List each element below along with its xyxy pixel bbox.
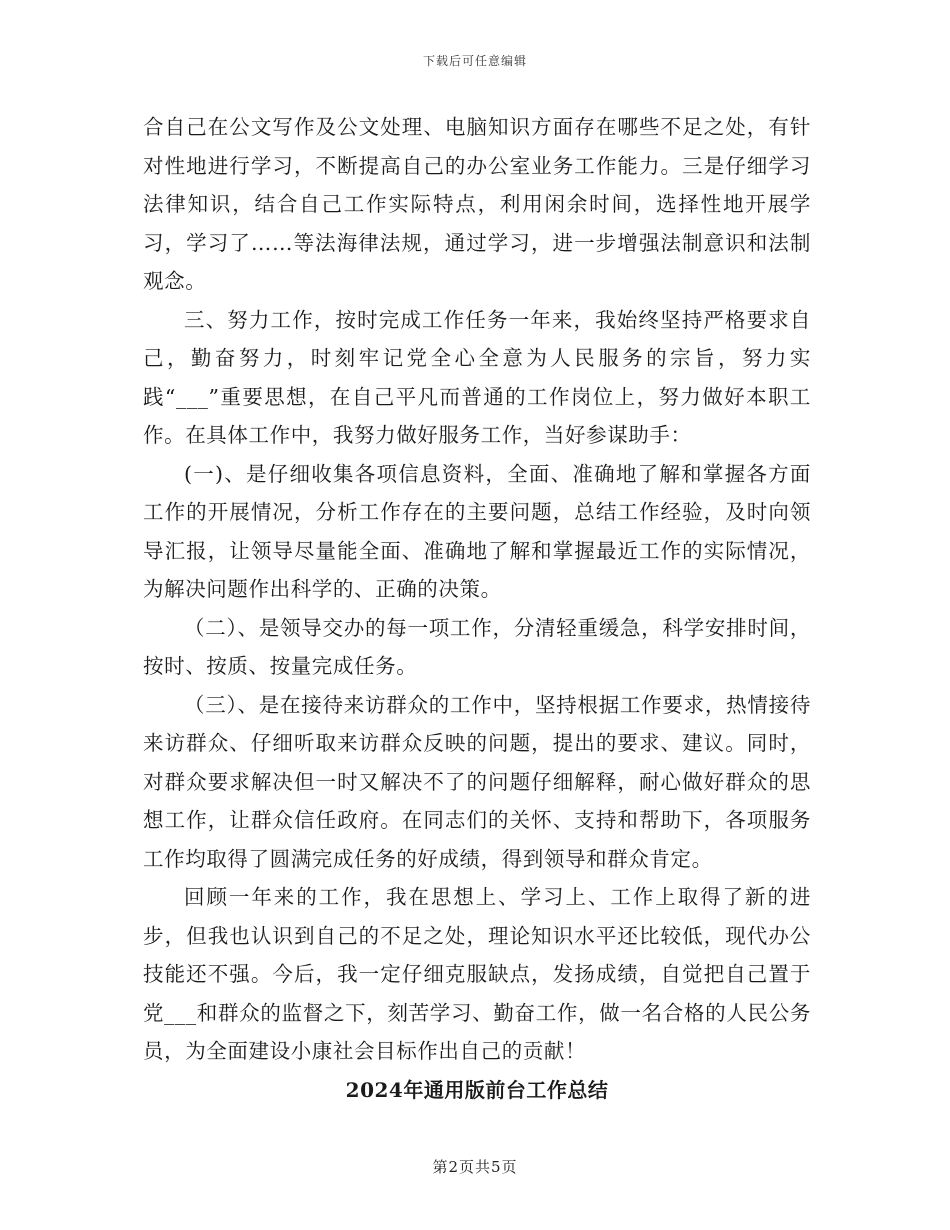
paragraph-item-two: （二）、是领导交办的每一项工作，分清轻重缓急，科学安排时间，按时、按质、按量完成任务。 <box>143 615 811 678</box>
page-number: 第2页共5页 <box>432 1158 518 1176</box>
paragraph-section-three: 三、努力工作，按时完成工作任务一年来，我始终坚持严格要求自己，勤奋努力，时刻牢记党全心全意为人民服务的宗旨，努力实践“___”重要思想，在自己平凡而普通的工作岗位上，努力做好本职工作。在具体工作中，我努力做好服务工作，当好参谋助手： <box>143 307 811 447</box>
paragraph-continuation: 合自己在公文写作及公文处理、电脑知识方面存在哪些不足之处，有针对性地进行学习，不断提高自己的办公室业务工作能力。三是仔细学习法律知识，结合自己工作实际特点，利用闲余时间，选择性地开展学习，学习了……等法海律法规，通过学习，进一步增强法制意识和法制观念。 <box>143 115 811 293</box>
paragraph-item-one: (一)、是仔细收集各项信息资料，全面、准确地了解和掌握各方面工作的开展情况，分析工作存在的主要问题，总结工作经验，及时向领导汇报，让领导尽量能全面、准确地了解和掌握最近工作的实际情况，为解决问题作出科学的、正确的决策。 <box>143 461 811 601</box>
header-note: 下载后可任意编辑 <box>422 54 527 68</box>
paragraph-item-three: （三）、是在接待来访群众的工作中，坚持根据工作要求，热情接待来访群众、仔细听取来访群众反映的问题，提出的要求、建议。同时，对群众要求解决但一时又解决不了的问题仔细解释，耐心做好群众的思想工作，让群众信任政府。在同志们的关怀、支持和帮助下，各项服务工作均取得了圆满完成任务的好成绩，得到领导和群众肯定。 <box>143 692 811 871</box>
paragraph-review: 回顾一年来的工作，我在思想上、学习上、工作上取得了新的进步，但我也认识到自己的不足之处，理论知识水平还比较低，现代办公技能还不强。今后，我一定仔细克服缺点，发扬成绩，自觉把自己置于党___和群众的监督之下，刻苦学习、勤奋工作，做一名合格的人民公务员，为全面建设小康社会目标作出自己的贡献！ <box>143 885 811 1063</box>
document-body <box>143 108 811 1109</box>
section-title: 2024年通用版前台工作总结 <box>345 1077 609 1102</box>
